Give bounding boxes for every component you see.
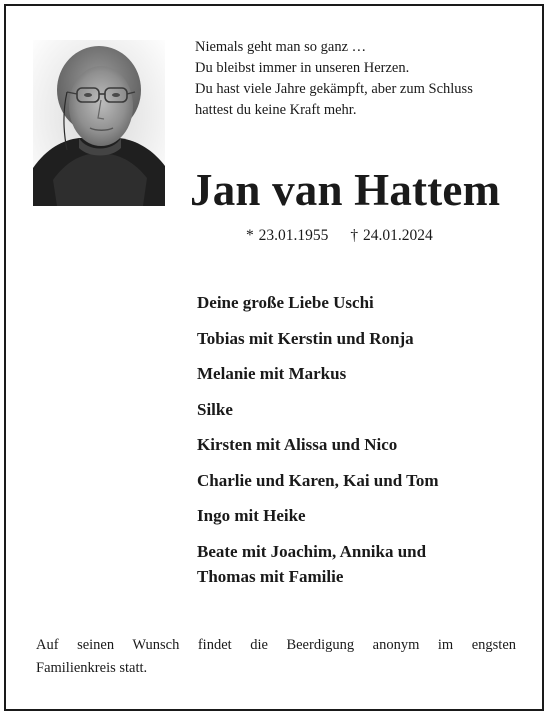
mourner-line: Deine große Liebe Uschi [197, 293, 374, 312]
mourner-entry [197, 290, 517, 315]
notice-line: Familienkreis statt. [36, 660, 148, 676]
mourner-line: Silke [197, 399, 233, 419]
mourner-entry [197, 468, 517, 493]
mourner-line: Charlie und Karen, Kai und Tom [197, 470, 439, 490]
poem-line: Du hast viele Jahre gekämpft, aber zum Schluss [195, 81, 473, 97]
poem-line: Du bleibst immer in unseren Herzen. [195, 60, 410, 76]
mourner-entry [197, 503, 517, 528]
mourner-line: Kirsten mit Alissa und Nico [197, 435, 398, 454]
mourner-entry [197, 361, 517, 386]
poem [195, 37, 535, 121]
mourners-list [197, 290, 517, 599]
poem-line: hattest du keine Kraft mehr. [195, 102, 357, 118]
mourner-entry [197, 397, 517, 422]
portrait-photo [33, 40, 165, 206]
death-date: † 24.01.2024 [350, 227, 433, 244]
deceased-name: Jan van Hattem [190, 165, 501, 215]
mourner-line: Tobias mit Kerstin und Ronja [197, 328, 414, 348]
life-dates [246, 226, 433, 246]
mourner-line: Beate mit Joachim, Annika und [197, 541, 427, 561]
notice-line: Auf seinen Wunsch findet die Beerdigung anonym im engsten [36, 637, 516, 653]
mourner-entry [197, 432, 517, 457]
funeral-notice [36, 634, 516, 680]
birth-date: * 23.01.1955 [246, 227, 329, 244]
mourner-entry [197, 326, 517, 351]
mourner-entry [197, 539, 517, 589]
poem-line: Niemals geht man so ganz … [195, 39, 367, 55]
mourner-line: Thomas mit Familie [197, 566, 344, 586]
mourner-line: Ingo mit Heike [197, 506, 306, 525]
mourner-line: Melanie mit Markus [197, 364, 347, 383]
